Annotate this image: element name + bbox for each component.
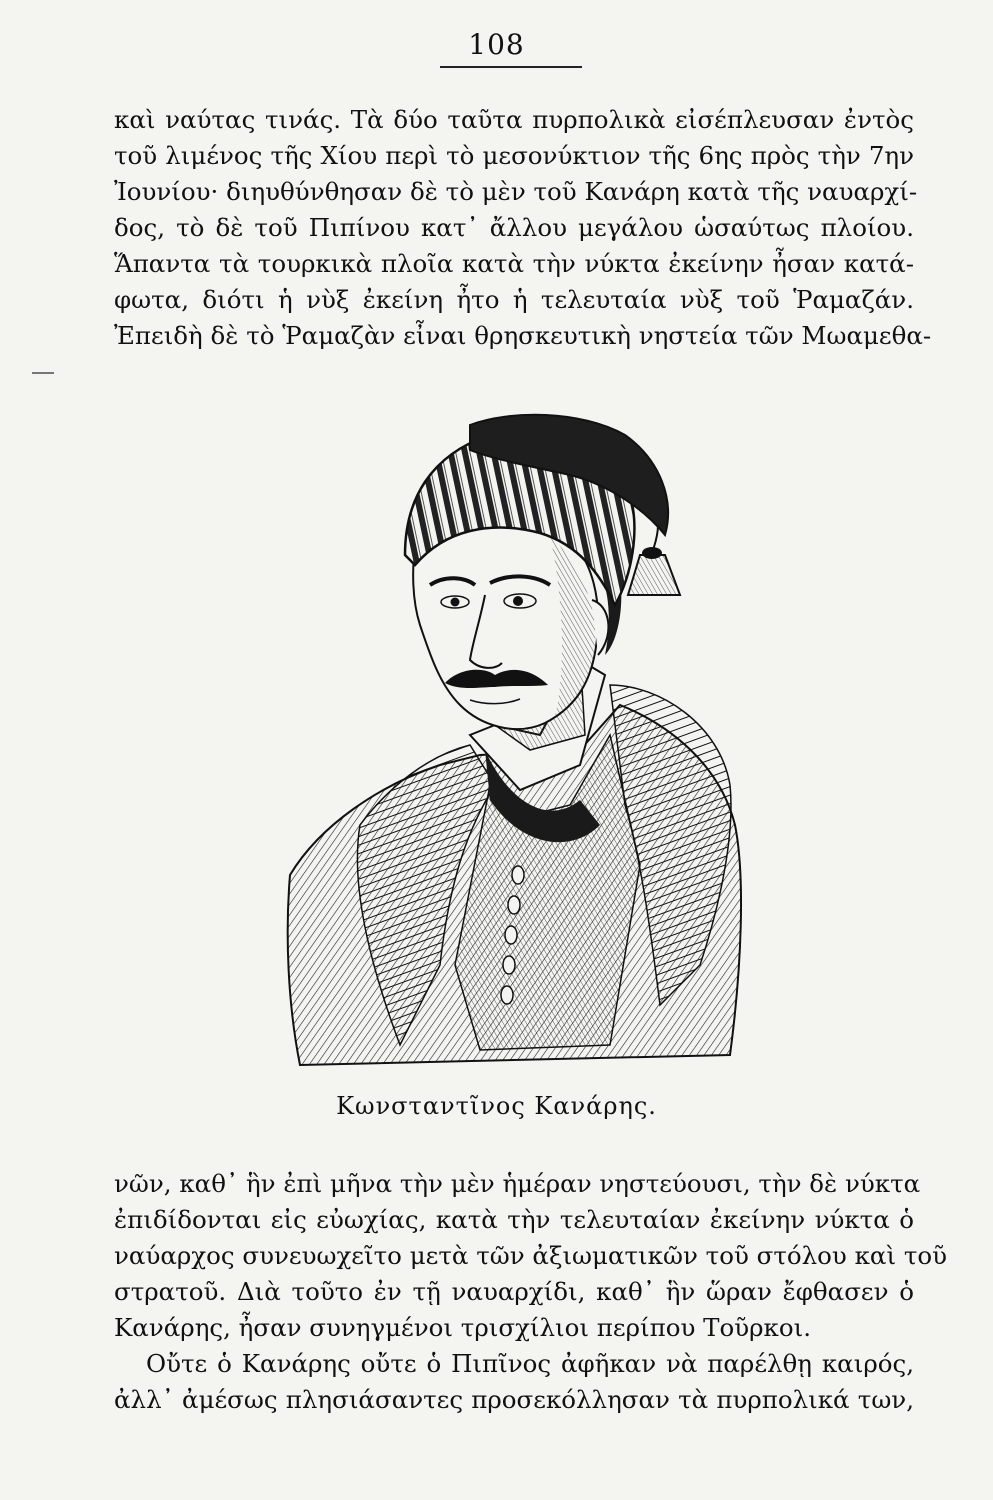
text-line: ἐπιδίδονται εἰς εὐωχίας, κατὰ τὴν τελευταίαν ἐκείνην νύκτα ὁ: [114, 1205, 914, 1234]
text-line: Οὔτε ὁ Κανάρης οὔτε ὁ Πιπῖνος ἀφῆκαν νὰ παρέλθῃ καιρός,: [146, 1349, 914, 1378]
lower-paragraph: [114, 1166, 948, 1418]
text-line: τοῦ λιμένος τῆς Χίου περὶ τὸ μεσονύκτιον τῆς 6ης πρὸς τὴν 7ην: [114, 141, 914, 170]
text-line: Ἰουνίου· διηυθύνθησαν δὲ τὸ μὲν τοῦ Κανάρη κατὰ τῆς ναυαρχί-: [114, 177, 918, 206]
page-number-rule: [440, 66, 582, 68]
page-number: 108: [468, 28, 525, 61]
text-line: ἀλλ᾽ ἀμέσως πλησιάσαντες προσεκόλλησαν τὰ πυρπολικά των,: [114, 1385, 914, 1414]
text-line: Ἅπαντα τὰ τουρκικὰ πλοῖα κατὰ τὴν νύκτα ἐκείνην ἦσαν κατά-: [114, 249, 914, 278]
text-line: φωτα, διότι ἡ νὺξ ἐκείνη ἦτο ἡ τελευταία νὺξ τοῦ Ῥαμαζάν.: [114, 285, 914, 314]
tassel: [628, 555, 680, 595]
margin-mark: [32, 372, 54, 374]
text-line: καὶ ναύτας τινάς. Τὰ δύο ταῦτα πυρπολικὰ εἰσέπλευσαν ἐντὸς: [114, 105, 914, 134]
text-line: Κανάρης, ἦσαν συνηγμένοι τρισχίλιοι περίπου Τοῦρκοι.: [114, 1313, 811, 1342]
upper-paragraph: [114, 102, 932, 354]
portrait-engraving: [280, 405, 750, 1070]
text-line: ναύαρχος συνευωχεῖτο μετὰ τῶν ἀξιωματικῶν τοῦ στόλου καὶ τοῦ: [114, 1241, 948, 1270]
portrait-caption: Κωνσταντῖνος Κανάρης.: [336, 1092, 657, 1120]
text-line: Ἐπειδὴ δὲ τὸ Ῥαμαζὰν εἶναι θρησκευτικὴ νηστεία τῶν Μωαμεθα-: [114, 321, 932, 350]
text-line: στρατοῦ. Διὰ τοῦτο ἐν τῇ ναυαρχίδι, καθ᾽ ἣν ὥραν ἔφθασεν ὁ: [114, 1277, 914, 1306]
text-line: νῶν, καθ᾽ ἣν ἐπὶ μῆνα τὴν μὲν ἡμέραν νηστεύουσι, τὴν δὲ νύκτα: [114, 1169, 921, 1198]
text-line: δος, τὸ δὲ τοῦ Πιπίνου κατ᾽ ἄλλου μεγάλου ὡσαύτως πλοίου.: [114, 213, 914, 242]
